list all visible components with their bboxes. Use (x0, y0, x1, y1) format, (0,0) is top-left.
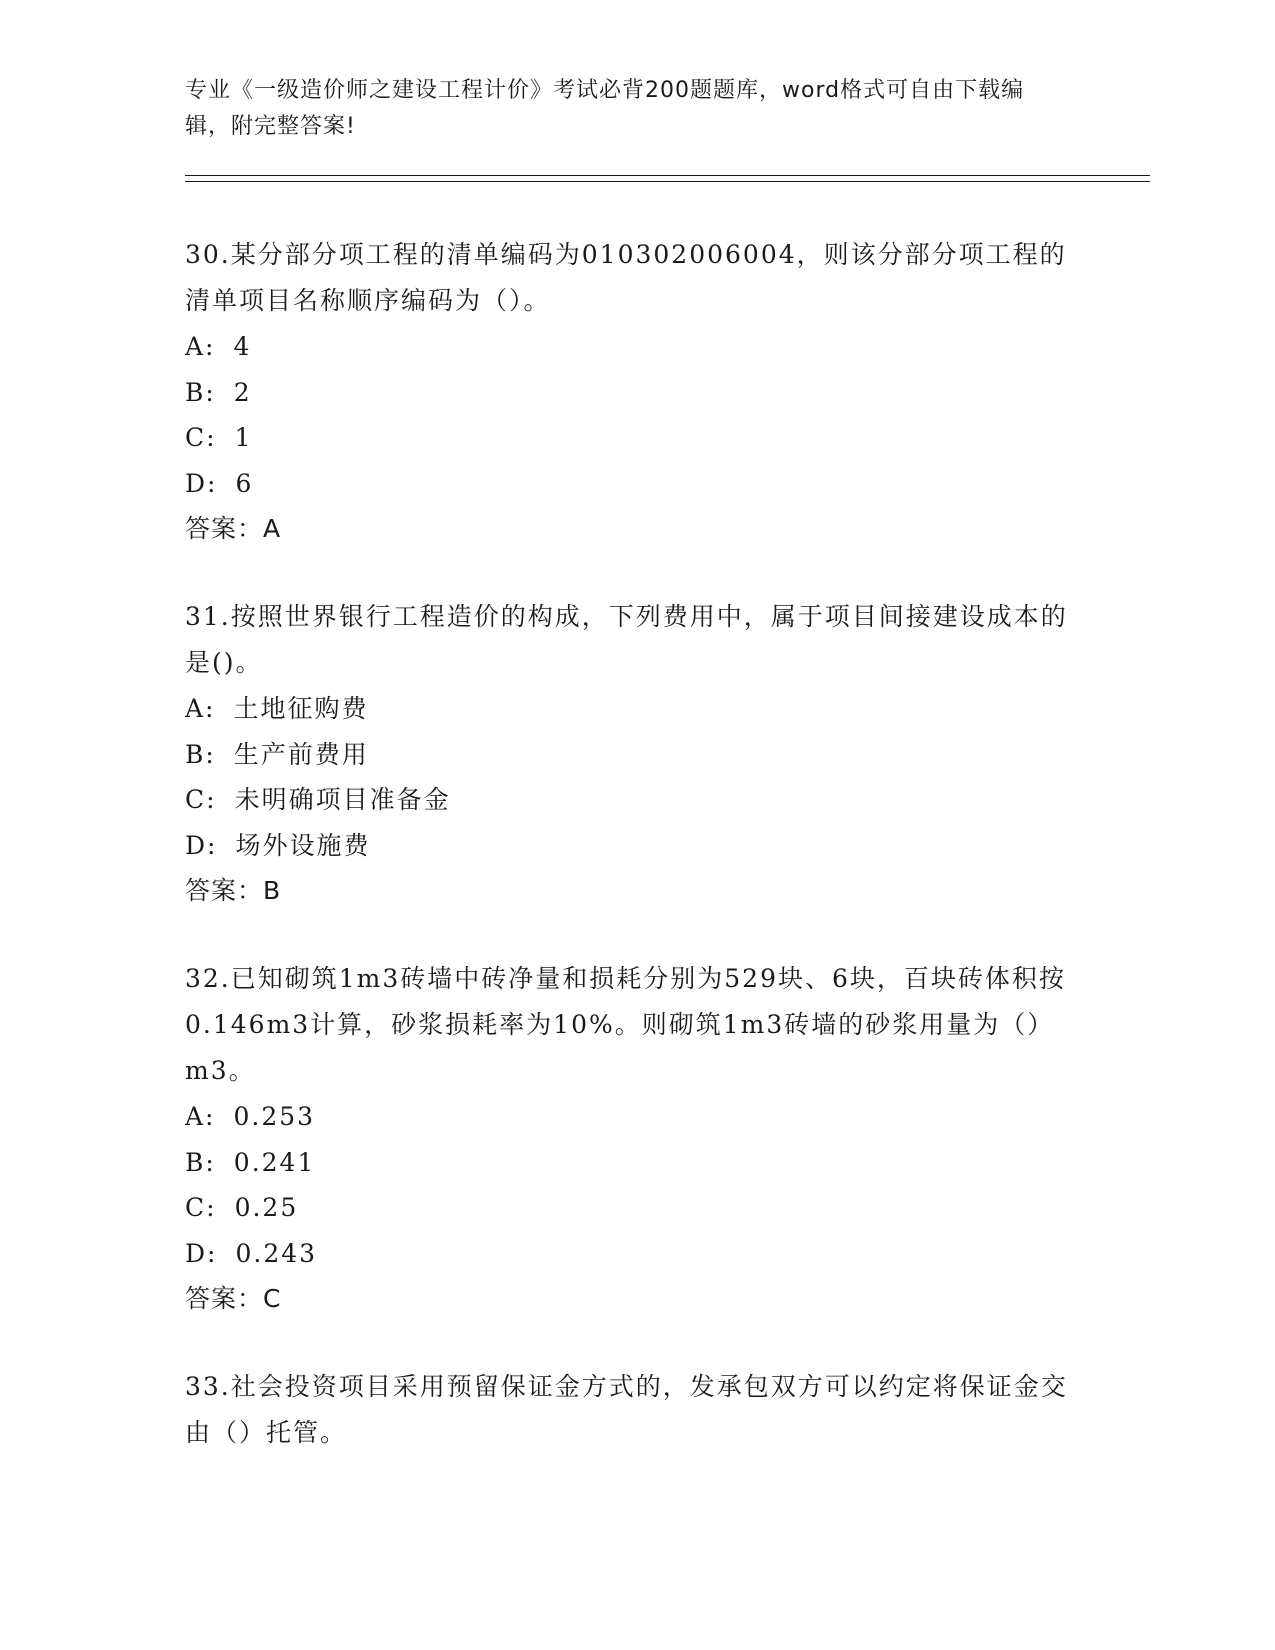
option-text: 未明确项目准备金 (234, 785, 451, 814)
option-b (185, 732, 1085, 778)
option-text: 0.25 (234, 1193, 299, 1222)
option-text: 6 (235, 468, 254, 498)
option-text: 0.241 (233, 1147, 316, 1177)
option-text: 4 (233, 332, 252, 361)
question-32 (185, 956, 1085, 1322)
option-a (185, 324, 1085, 370)
option-letter: A: (185, 332, 216, 361)
option-text: 0.253 (233, 1102, 316, 1131)
option-text: 场外设施费 (235, 830, 371, 860)
option-text: 1 (234, 423, 253, 452)
document-header: 专业《一级造价师之建设工程计价》考试必背200题题库，word格式可自由下载编辑，附完整答案! (185, 78, 1025, 139)
question-stem: 30.某分部分项工程的清单编码为010302006004，则该分部分项工程的清单项目名称顺序编码为（）。 (185, 240, 1067, 315)
option-letter: D: (185, 468, 218, 498)
option-letter: B: (185, 377, 216, 407)
option-d (185, 823, 1085, 869)
option-a (185, 686, 1085, 732)
option-letter: C: (185, 423, 217, 452)
answer-line: 答案：B (185, 876, 282, 905)
header-rule-top (185, 175, 1150, 176)
option-text: 0.243 (235, 1238, 318, 1268)
option-c (185, 777, 1085, 823)
option-c (185, 415, 1085, 461)
option-letter: C: (185, 785, 217, 814)
header-rule-bottom (185, 181, 1150, 182)
option-a (185, 1094, 1085, 1140)
option-text: 土地征购费 (233, 694, 369, 723)
question-stem: 33.社会投资项目采用预留保证金方式的，发承包双方可以约定将保证金交由（）托管。 (185, 1372, 1068, 1447)
option-letter: A: (185, 694, 216, 723)
option-letter: C: (185, 1193, 217, 1222)
answer-line: 答案：C (185, 1284, 282, 1313)
question-30 (185, 232, 1085, 552)
option-b (185, 1140, 1085, 1186)
option-d (185, 1231, 1085, 1277)
option-d (185, 461, 1085, 507)
option-c (185, 1185, 1085, 1231)
option-letter: A: (185, 1102, 216, 1131)
option-b (185, 370, 1085, 416)
option-text: 2 (233, 377, 252, 407)
option-letter: B: (185, 1147, 216, 1177)
answer-line: 答案：A (185, 514, 282, 543)
option-letter: D: (185, 830, 218, 860)
question-33 (185, 1364, 1085, 1456)
option-letter: D: (185, 1238, 218, 1268)
question-stem: 31.按照世界银行工程造价的构成，下列费用中，属于项目间接建设成本的是()。 (185, 602, 1068, 677)
question-stem: 32.已知砌筑1m3砖墙中砖净量和损耗分别为529块、6块，百块砖体积按0.146m3计算，砂浆损耗率为10%。则砌筑1m3砖墙的砂浆用量为（）m3。 (185, 964, 1066, 1085)
question-31 (185, 594, 1085, 914)
option-letter: B: (185, 739, 216, 769)
option-text: 生产前费用 (233, 739, 369, 769)
